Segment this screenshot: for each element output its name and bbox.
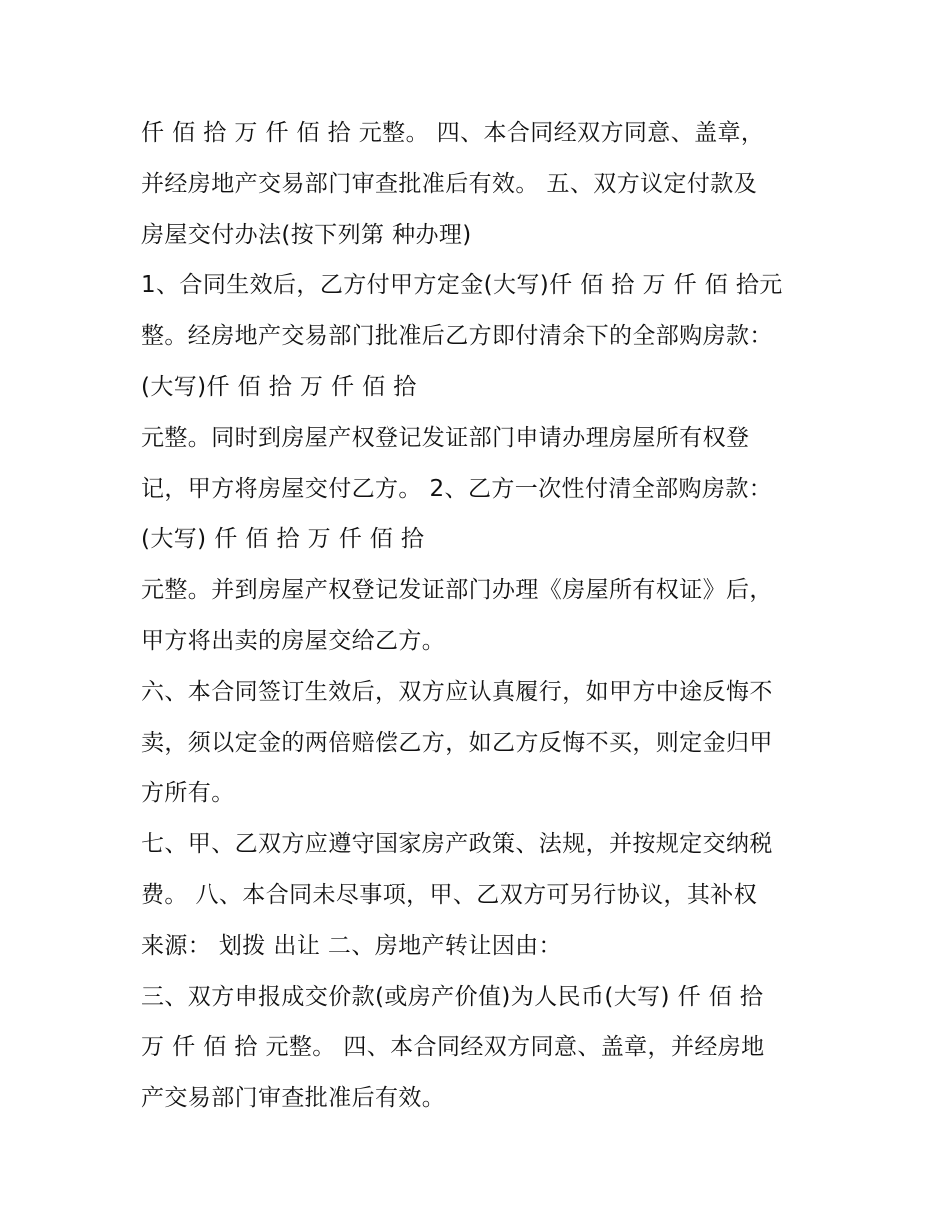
text-line: 记，甲方将房屋交付乙方。 2、乙方一次性付清全部购房款： [141,475,773,502]
text-line: 元整。同时到房屋产权登记发证部门申请办理房屋所有权登 [141,424,750,451]
text-line: 万 仟 佰 拾 元整。 四、本合同经双方同意、盖章，并经房地 [141,1034,765,1061]
contract-text-body [141,108,821,1124]
text-line: 七、甲、乙双方应遵守国家房产政策、法规，并按规定交纳税 [141,831,773,858]
text-line: 并经房地产交易部门审查批准后有效。 五、双方议定付款及 [141,170,758,197]
text-line: 来源： 划拨 出让 二、房地产转让因由： [141,932,562,959]
text-line: (大写)仟 佰 拾 万 仟 佰 拾 [141,373,417,400]
text-line: 甲方将出卖的房屋交给乙方。 [141,627,446,654]
text-line: 六、本合同签订生效后，双方应认真履行，如甲方中途反悔不 [141,678,773,705]
text-line: 1、合同生效后，乙方付甲方定金(大写)仟 佰 拾 万 仟 佰 拾元 [141,272,783,299]
text-line: (大写) 仟 佰 拾 万 仟 佰 拾 [141,526,425,553]
text-line: 元整。并到房屋产权登记发证部门办理《房屋所有权证》后， [141,577,773,604]
text-line: 卖，须以定金的两倍赔偿乙方，如乙方反悔不买，则定金归甲 [141,729,773,756]
text-line: 仟 佰 拾 万 仟 佰 拾 元整。 四、本合同经双方同意、盖章， [141,120,765,146]
text-line: 费。 八、本合同未尽事项，甲、乙双方可另行协议，其补权 [141,881,758,908]
text-line: 整。经房地产交易部门批准后乙方即付清余下的全部购房款： [141,323,773,350]
text-line: 三、双方申报成交价款(或房产价值)为人民币(大写) 仟 佰 拾 [141,983,764,1010]
text-line: 方所有。 [141,780,235,807]
text-line: 房屋交付办法(按下列第 种办理) [141,221,472,248]
text-line: 产交易部门审查批准后有效。 [141,1085,446,1112]
